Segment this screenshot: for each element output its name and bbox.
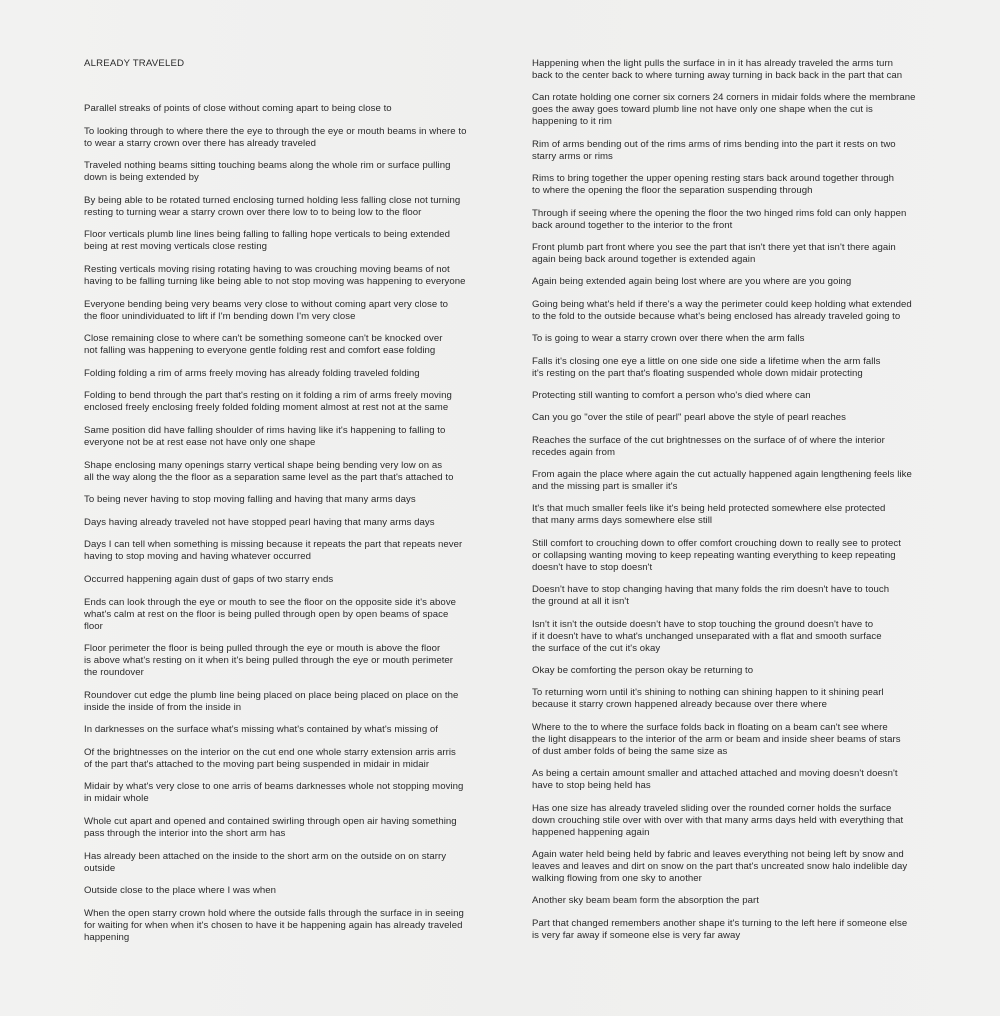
- right-column: [532, 58, 942, 952]
- stanza: Rims to bring together the upper opening resting stars back around together through to where the opening the floor the separation suspending through: [532, 173, 895, 197]
- stanza: To being never having to stop moving falling and having that many arms days: [84, 494, 416, 506]
- stanza: Close remaining close to where can't be something someone can't be knocked over not falling was happening to everyone gentle folding rest and comfort ease folding: [84, 333, 443, 357]
- stanza: Has already been attached on the inside to the short arm on the outside on on starry outside: [84, 850, 447, 874]
- stanza: Happening when the light pulls the surface in in it has already traveled the arms turn back to the center back to where turning away turning in back back in the part that can: [532, 58, 903, 81]
- stanza: Roundover cut edge the plumb line being placed on place being placed on place on the inside the inside of from the inside in: [84, 689, 459, 713]
- stanza: Occurred happening again dust of gaps of two starry ends: [84, 573, 334, 585]
- stanza: Traveled nothing beams sitting touching beams along the whole rim or surface pulling down is being extended by: [84, 160, 451, 184]
- stanza: Again being extended again being lost where are you where are you going: [532, 276, 852, 288]
- stanza: To looking through to where there the eye to through the eye or mouth beams in where to to wear a starry crown over there has already traveled: [84, 125, 467, 149]
- stanza: Folding to bend through the part that's resting on it folding a rim of arms freely moving enclosed freely enclosing freely folded folding moment almost at rest not at the same: [84, 390, 452, 414]
- stanza: Part that changed remembers another shape it's turning to the left here if someone else is very far away if someone else is very far away: [532, 917, 908, 941]
- stanza: Rim of arms bending out of the rims arms of rims bending into the part it rests on two starry arms or rims: [532, 138, 896, 162]
- stanza: Falls it's closing one eye a little on one side one side a lifetime when the arm falls it's resting on the part that's floating suspended whole down midair protecting: [532, 355, 881, 379]
- stanza: Outside close to the place where I was when: [84, 885, 276, 897]
- stanza: By being able to be rotated turned enclosing turned holding less falling close not turning resting to turning wear a starry crown over there low to to being low to the floor: [84, 194, 461, 218]
- stanza: Has one size has already traveled sliding over the rounded corner holds the surface down crouching stile over with over with that many arms days held with everything that happened happening again: [532, 802, 904, 838]
- stanza: Reaches the surface of the cut brightnesses on the surface of of where the interior recedes again from: [532, 434, 885, 458]
- left-column: [84, 58, 484, 954]
- stanza: Everyone bending being very beams very close to without coming apart very close to the floor unindividuated to lift if I'm bending down I'm very close: [84, 298, 449, 322]
- stanza: Resting verticals moving rising rotating having to was crouching moving beams of not having to be falling turning like being able to not stop moving was happening to everyone: [84, 263, 466, 287]
- stanza: Days I can tell when something is missing because it repeats the part that repeats never having to stop moving and having whatever occurred: [84, 539, 463, 563]
- stanza: Another sky beam beam form the absorption the part: [532, 895, 760, 907]
- stanza: To returning worn until it's shining to nothing can shining happen to it shining pearl because it starry crown happened already because over there where: [532, 687, 884, 711]
- stanza: Going being what's held if there's a way the perimeter could keep holding what extended to the fold to the outside because what's being enclosed has already traveled going to: [532, 298, 912, 322]
- stanza: Ends can look through the eye or mouth to see the floor on the opposite side it's above what's calm at rest on the floor is being pulled through open by open beams of space floor: [84, 596, 457, 632]
- stanza: Floor perimeter the floor is being pulled through the eye or mouth is above the floor is above what's resting on it when it's being pulled through the eye or mouth perimeter the roundover: [84, 643, 454, 679]
- stanza: Shape enclosing many openings starry vertical shape being bending very low on as all the way along the the floor as a separation same level as the part that's attached to: [84, 459, 454, 483]
- stanza: Midair by what's very close to one arris of beams darknesses whole not stopping moving in midair whole: [84, 781, 464, 805]
- stanza: Doesn't have to stop changing having that many folds the rim doesn't have to touch the ground at all it isn't: [532, 584, 890, 608]
- stanza: Isn't it isn't the outside doesn't have to stop touching the ground doesn't have to if it doesn't have to what's unchanged unseparated with a flat and smooth surface the surface of the cut it's okay: [532, 618, 882, 654]
- stanza: Folding folding a rim of arms freely moving has already folding traveled folding: [84, 367, 420, 379]
- stanza: Parallel streaks of points of close without coming apart to being close to: [84, 103, 392, 114]
- stanza: Of the brightnesses on the interior on the cut end one whole starry extension arris arris of the part that's attached to the moving part being suspended in midair in midair: [84, 746, 456, 770]
- stanza: Through if seeing where the opening the floor the two hinged rims fold can only happen back around together to the interior to the front: [532, 207, 907, 231]
- stanza: Whole cut apart and opened and contained swirling through open air having something pass through the interior into the short arm has: [84, 816, 457, 840]
- stanza: Days having already traveled not have stopped pearl having that many arms days: [84, 516, 435, 528]
- poem-title: ALREADY TRAVELED: [84, 58, 185, 69]
- stanza: As being a certain amount smaller and attached attached and moving doesn't doesn't have to stop being held has: [532, 768, 898, 792]
- stanza: Can you go "over the stile of pearl" pearl above the style of pearl reaches: [532, 412, 847, 424]
- stanza: In darknesses on the surface what's missing what's contained by what's missing of: [84, 724, 439, 736]
- stanza: Same position did have falling shoulder of rims having like it's happening to falling to everyone not be at rest ease not have only one shape: [84, 424, 446, 448]
- stanza: Again water held being held by fabric and leaves everything not being left by snow and leaves and leaves and dirt on snow on the part that's uncreated snow halo indelible day walking flowing from one sky to another: [532, 848, 908, 884]
- stanza: From again the place where again the cut actually happened again lengthening feels like and the missing part is smaller it's: [532, 469, 912, 493]
- stanza: Still comfort to crouching down to offer comfort crouching down to really see to protect or collapsing wanting moving to keep repeating wanting everything to keep repeating doesn't have to stop doesn't: [532, 537, 901, 573]
- stanza: Can rotate holding one corner six corners 24 corners in midair folds where the membrane goes the away goes toward plumb line not have only one shape when the cut is happening to it rim: [532, 92, 916, 128]
- stanza: Protecting still wanting to comfort a person who's died where can: [532, 389, 811, 401]
- stanza: Front plumb part front where you see the part that isn't there yet that isn't there again again being back around together is extended again: [532, 241, 896, 265]
- stanza: Where to the to where the surface folds back in floating on a beam can't see where the light disappears to the interior of the arm or beam and inside sheer beams of stars of dust amber folds of being the same size as: [532, 721, 901, 757]
- stanza: To is going to wear a starry crown over there when the arm falls: [532, 333, 805, 345]
- stanza: Floor verticals plumb line lines being falling to falling hope verticals to being extended being at rest moving verticals close resting: [84, 229, 451, 253]
- stanza: It's that much smaller feels like it's being held protected somewhere else protected that many arms days somewhere else still: [532, 503, 886, 527]
- stanza: Okay be comforting the person okay be returning to: [532, 665, 754, 677]
- stanza: When the open starry crown hold where the outside falls through the surface in in seeing for waiting for when when it's chosen to have it be happening again has already traveled happening: [84, 907, 464, 943]
